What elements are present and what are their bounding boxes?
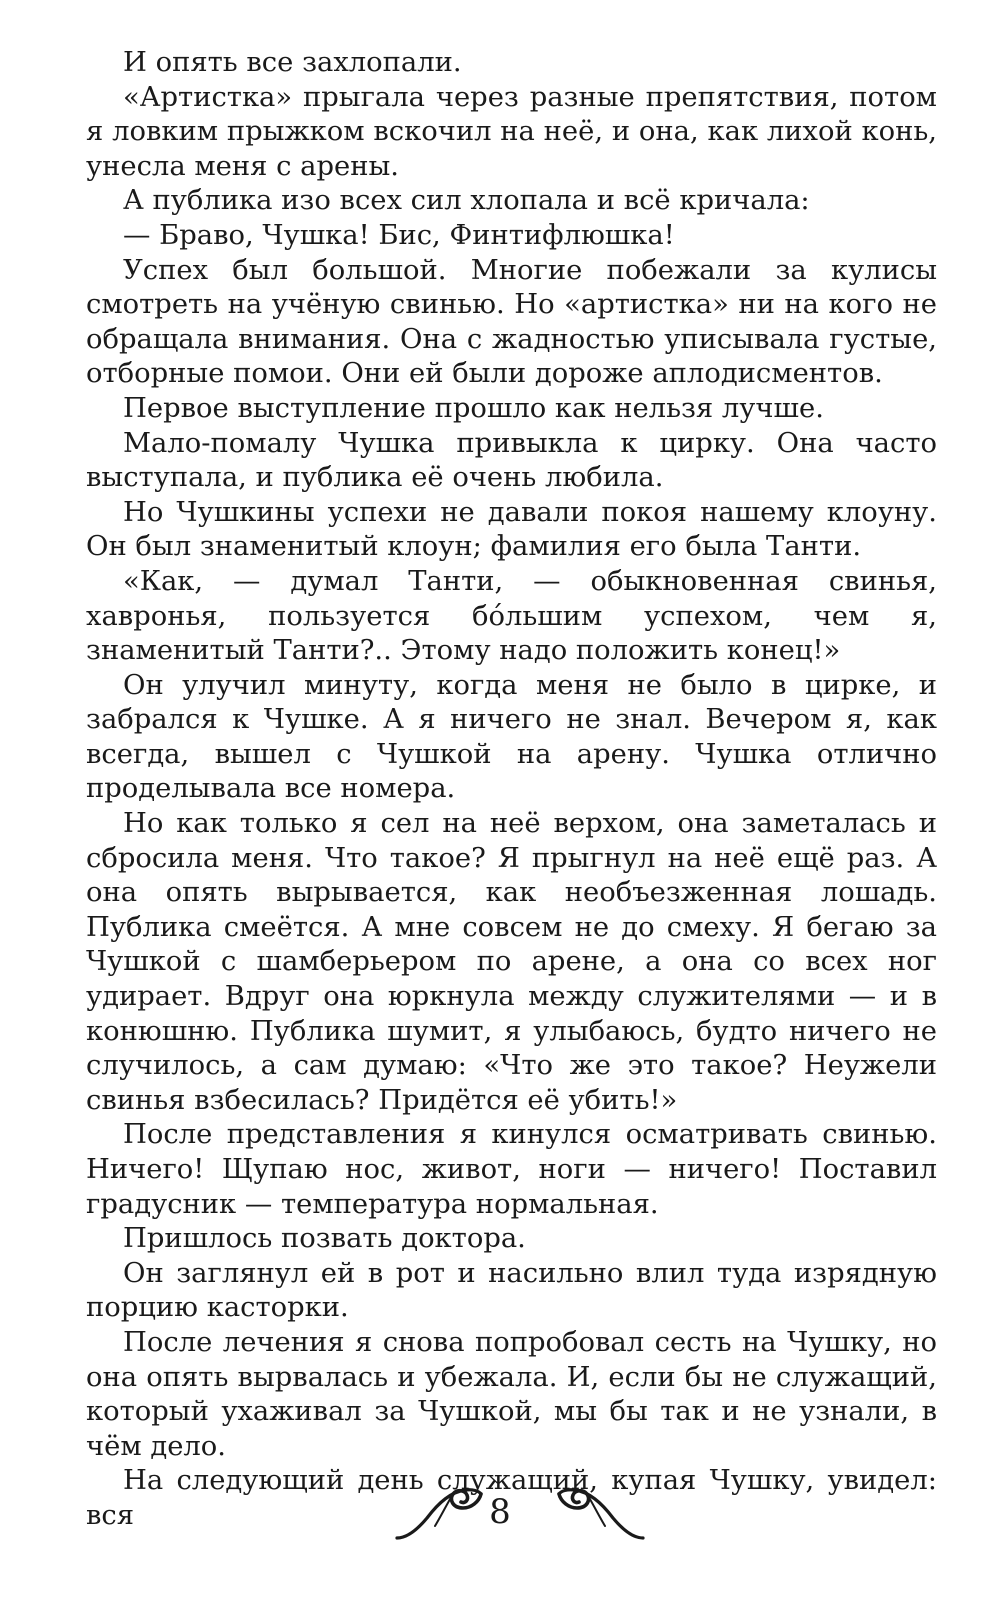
paragraph: После лечения я снова попробовал сесть на Чушку, но она опять вырвалась и убежала. И, если бы не служащий, который ухаживал за Чушкой, мы бы так и не узнали, в чём дело. — [86, 1326, 937, 1462]
paragraph: Он улучил минуту, когда меня не было в цирке, и забрался к Чушке. А я ничего не знал. Вечером я, как всегда, вышел с Чушкой на арену. Чушка отлично проделывала все номера. — [86, 669, 937, 805]
page-footer — [0, 1480, 1000, 1560]
paragraph: Успех был большой. Многие побежали за кулисы смотреть на учёную свинью. Но «артистка» ни на кого не обращала внимания. Она с жадностью уписывала густые, отборные помои. Они ей были дороже аплодисментов. — [86, 254, 937, 390]
paragraph: Мало-помалу Чушка привыкла к цирку. Она часто выступала, и публика её очень любила. — [86, 427, 937, 494]
paragraph: Но Чушкины успехи не давали покоя нашему клоуну. Он был знаменитый клоун; фамилия его была Танти. — [86, 496, 937, 563]
paragraph-quote: «Как, — думал Танти, — обыкновенная свинья, хавронья, пользуется бо́льшим успехом, чем я, знаменитый Танти?.. Этому надо положить конец!» — [86, 565, 937, 667]
paragraph: Пришлось позвать доктора. — [123, 1223, 526, 1255]
paragraph: Первое выступление прошло как нельзя лучше. — [123, 392, 824, 424]
page-number: 8 — [489, 1492, 511, 1532]
paragraph: И опять все захлопали. — [123, 47, 462, 78]
right-flourish-icon — [545, 1480, 645, 1550]
body-text — [86, 46, 937, 1534]
paragraph-dialogue: — Браво, Чушка! Бис, Финтифлюшка! — [123, 219, 675, 251]
paragraph: После представления я кинулся осматривать свинью. Ничего! Щупаю нос, живот, ноги — ничего! Поставил градусник — температура нормальная. — [86, 1119, 937, 1220]
paragraph: Но как только я сел на неё верхом, она заметалась и сбросила меня. Что такое? Я прыгнул на неё ещё раз. А она опять вырывается, как необъезженная лошадь. Публика смеётся. А мне совсем не до смеху. Я бегаю за Чушкой с шамберьером по арене, а она со всех ног удирает. Вдруг она юркнула между служителями — и в конюшню. Публика шумит, я улыбаюсь, будто ничего не случилось, а сам думаю: «Что же это такое? Неужели свинья взбесилась? Придётся её убить!» — [86, 808, 937, 1116]
paragraph: А публика изо всех сил хлопала и всё кричала: — [123, 185, 810, 217]
paragraph: Он заглянул ей в рот и насильно влил туда изрядную порцию касторки. — [86, 1257, 937, 1324]
paragraph: На следующий день служащий, купая Чушку, увидел: вся — [86, 1465, 937, 1531]
paragraph: «Артистка» прыгала через разные препятствия, потом я ловким прыжком вскочил на неё, и она, как лихой конь, унесла меня с арены. — [86, 81, 937, 182]
